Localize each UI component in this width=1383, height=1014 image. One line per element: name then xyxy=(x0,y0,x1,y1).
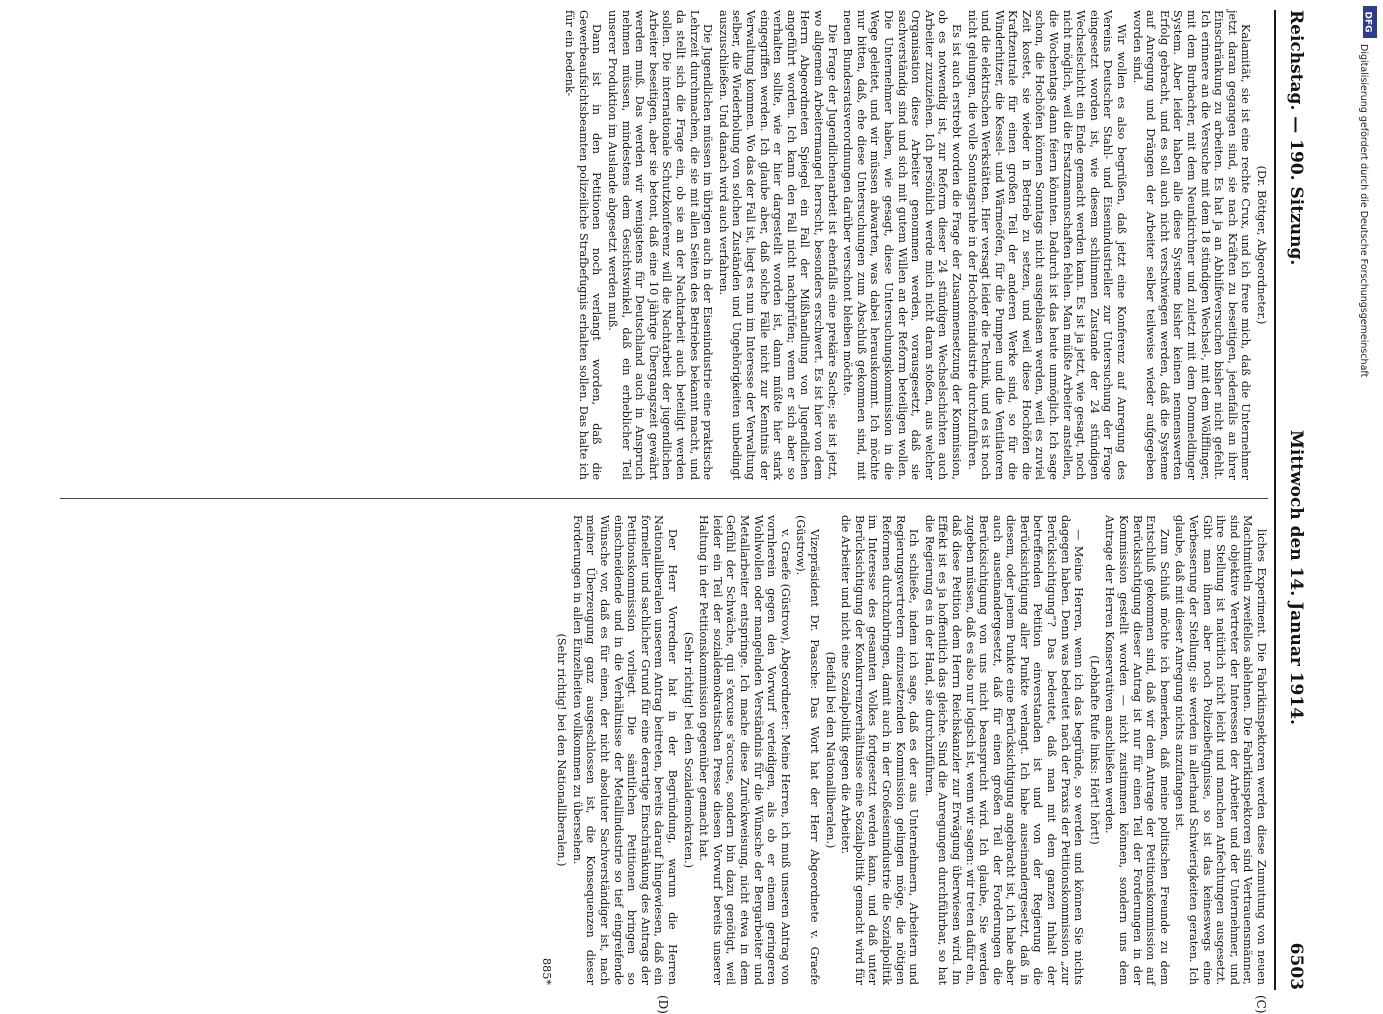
interjection: (Sehr richtig! bei den Nationalliberalen.) xyxy=(555,633,569,867)
header-date: Mittwoch den 14. Januar 1914. xyxy=(1286,430,1306,725)
left-text-column xyxy=(60,10,1268,480)
dfg-logo-text: DFG xyxy=(1362,11,1373,33)
paragraph: Ich schließe, indem ich sage, daß es der aus Unternehmern, Arbeitern und Regierungsvertretern einzusetzenden Kommission gelingen möge, die nötigen Reformen durchzubringen, damit auch in der Großeisenindustrie die Sozialpolitik im Interesse des gesamten Volkes fortgesetzt werden kann, und daß unter Berücksichtigung der Konkurrenzverhältnisse eine Sozialpolitik gemacht wird für die Arbeiter und nicht eine Sozialpolitik gegen die Arbeiter. xyxy=(839,515,921,985)
paragraph: Die Frage der Jugendlichenarbeit ist ebenfalls eine prekäre Sache; sie ist jetzt, wo allgemein Arbeitermangel herrscht, besonders erschwert. Es ist hier von dem Herrn Abgeordneten Spiegel ein Fall der Mißhandlung von Jugendlichen angeführt worden. Ich kann den Fall nicht nachprüfen; wenn er sich aber so verhalten sollte, wie er hier dargestellt worden ist, dann müßte hier stark eingegriffen werden. Ich glaube aber, daß solche Fälle nicht zur Kenntnis der Verwaltung kommen. Wo das der Fall ist, liegt es nun im Interesse der Verwaltung selber, die Wiederholung von solchen Zuständen und Ungehörigkeiten unbedingt auszuschließen. Und danach wird auch verfahren. xyxy=(716,10,839,480)
header-rule xyxy=(1274,10,1276,990)
column-divider xyxy=(60,498,1268,499)
header-session: Reichstag. — 190. Sitzung. xyxy=(1286,10,1306,266)
paragraph: Der Herr Vorredner hat in der Begründung, warum die Herren Nationalliberalen unserem Antrag beitreten, bereits darauf hingewiesen, daß ein formeller und sachlicher Grund für eine derartige Einschränkung des Antrags der Petitionskommission vorliegt. Die sämtlichen Petitionen bringen so einschneidende und in die Verhältnisse der Metallindustrie so tief eingreifende Wünsche vor, daß es für einen, der nicht absoluter Sachverständiger ist, nach meiner Überzeugung ganz ausgeschlossen ist, die Konsequenzen dieser Forderungen in allen Einzelheiten vollkommen zu übersehen. xyxy=(570,515,680,985)
paragraph: Die Jugendlichen müssen im übrigen auch in der Eisenindustrie eine praktische Lehrzeit durchmachen, die sie mit allen Seiten des Betriebes bekannt macht, und da stellt sich die Frage ein, ob sie an der Nachtarbeit auch beteiligt werden sollen. Die internationale Schutzkonferenz will die Nachtarbeit der jugendlichen Arbeiter beseitigen, aber sie betont, daß eine 10 jährige Übergangszeit gewährt werden muß. Das werden wir wenigstens für Deutschland auch in Anspruch nehmen müssen, mindestens dem Gesichtswinkel, daß ein erheblicher Teil unserer Produktion im Auslande abgesetzt werden muß. xyxy=(606,10,715,480)
margin-marker-c: (C) xyxy=(1254,995,1268,1014)
paragraph: Vizepräsident Dr. Paasche: Das Wort hat der Herr Abgeordnete v. Graefe (Güstrow). xyxy=(794,515,821,985)
dfg-logo xyxy=(1363,6,1377,38)
paragraph: Kalamität, sie ist eine rechte Crux, und ich freue mich, daß die Unternehmer jetzt daran gegangen sind, sie nach Kräften zu beseitigen, jedenfalls an ihrer Einschränkung zu arbeiten. Es hat ja an Abhilfeversuchen bisher nicht gefehlt. Ich erinnere an die Versuche mit dem 18 stündigen Wechsel-, mit dem Wölfflinger, mit dem Burbacher, mit dem Neunkirchner und zuletzt mit dem Dommeldinger System. Aber leider haben alle diese Systeme bisher keinen nennenswerten Erfolg gebracht, und es soll auch nicht verschwiegen werden, daß die Systeme auf Anregung und Drängen der Arbeiter selber teilweise wieder aufgegeben worden sind. xyxy=(1130,10,1253,480)
paragraph: Dann ist in den Petitionen noch verlangt worden, daß die Gewerbeaufsichtsbeamten polizeiliche Strafbefugnis erhalten sollen. Das halte ich für ein bedenk- xyxy=(563,10,604,480)
interjection: (Sehr richtig! bei den Sozialdemokraten.) xyxy=(681,631,695,869)
page-number: 6503 xyxy=(1286,942,1306,990)
paragraph: — Meine Herren, wenn ich das begründe, so werden und können Sie nichts dagegen haben. Denn was bedeutet nach der Praxis der Petitionskommission „zur Berücksichtigung“? Das bedeutet, daß man mit dem ganzen Inhalt der betreffenden Petition einverstanden ist und von der Regierung die Berücksichtigung aller Punkte verlangt. Ich habe auseinandergesetzt, daß in diesem, oder jenem Punkte eine Berücksichtigung angebracht ist, ich habe aber auch auseinandergesetzt, daß für einen großen Teil der Forderungen die Berücksichtigung von uns nicht beansprucht wird. Ich glaube, Sie werden zugeben müssen, daß es also nur logisch ist, wenn wir sagen: wir treten dafür ein, daß diese Petition dem Herrn Reichskanzler zur Erwägung überwiesen wird. Im Effekt ist es ja hoffentlich das gleiche. Sind die Anregungen durchführbar, so hat die Regierung es in der Hand, sie durchzuführen. xyxy=(922,515,1086,985)
interjection: (Beifall bei den Nationalliberalen.) xyxy=(823,651,837,849)
signature-mark: 885* xyxy=(539,958,553,985)
paragraph: Wir wollen es also begrüßen, daß jetzt eine Konferenz auf Anregung des Vereins Deutscher Stahl- und Eisenindustrieller zur Untersuchung der Frage eingesetzt worden ist, wie diesem schlimmen Zustande der 24 stündigen Wechselschicht ein Ende gemacht werden kann. Es ist ja jetzt, wie gesagt, noch nicht möglich, weil die Ersatzmannschaften fehlen. Man müßte Arbeiter anstellen, die Wochentags dann feiern könnten. Dadurch ist das heute unmöglich. Ich sage schon, die Hochöfen können Sonntags nicht ausgeblasen werden, weil es zuviel Zeit kostet, sie wieder in Betrieb zu setzen, und weil diese Hochöfen die Kraftzentrale für einen großen Teil der anderen Werke sind, so für die Winderhitzer, die Kessel- und Wärmeöfen, für die Pumpen und die Ventilatoren und die elektrischen Werkstätten. Hier versagt leider die Technik, und es ist noch nicht gelungen, die volle Sonntagsruhe in der Hochofenindustrie durchzuführen. xyxy=(965,10,1129,480)
paragraph: Es ist auch erstrebt worden die Frage der Zusammensetzung der Kommission, ob es notwendig ist, zur Reform dieser 24 stündigen Wechselschichten auch Arbeiter zuzuziehen. Ich persönlich werde mich nicht daran stoßen, aus welcher Organisation diese Arbeiter genommen werden, vorausgesetzt, daß sie sachverständig sind und sich mit gutem Willen an der Reform beteiligen wollen. Die Unternehmer haben, wie gesagt, diese Untersuchungskommission in die Wege geleitet, und wir müssen abwarten, was dabei herauskommt. Ich möchte nur bitten, daß, ehe diese Untersuchungen zum Abschluß gekommen sind, mit neuen Bundesratsverordnungen darüber verschont bleiben möchte. xyxy=(841,10,963,480)
paragraph: v. Graefe (Güstrow), Abgeordneter: Meine Herren, ich muß unseren Antrag von vornherein gegen den Vorwurf verteidigen, als ob er einem geringeren Wohlwollen oder mangelnden Verständnis für die Wünsche der Bergarbeiter und Metallarbeiter entspringe. Ich mache diese Zurückweisung, nicht etwa in dem Gefühl der Schwäche, qui s'excuse s'accuse, sondern bin dazu genötigt, weil leider ein Teil der sozialdemokratischen Presse diesen Vorwurf bereits unserer Haltung in der Petitionskommission gegenüber gemacht hat. xyxy=(697,515,792,985)
paragraph: Zum Schluß möchte ich bemerken, daß meine politischen Freunde zu dem Entschluß gekommen sind, daß wir dem Antrage der Petitionskommission auf Berücksichtigung dieser Antrag ist nur für einen Teil der Forderungen in der Kommission gestellt worden — nicht zustimmen können, sondern uns dem Antrage der Herren Konservativen anschließen werden. xyxy=(1103,515,1171,985)
rotated-page-content xyxy=(60,10,1310,1014)
right-text-column xyxy=(60,515,1268,985)
speaker-line: (Dr. Böttger, Abgeordneter.) xyxy=(1255,165,1268,325)
paragraph: liches Experiment. Die Fabrikinspektoren werden diese Zumutung von neuen Machtmitteln zweifellos ablehnen. Die Fabrikinspektoren sind Vertrauensmänner, sind objektive Vertreter der Interessen der Arbeiter und der Unternehmer, und ihre Stellung ist natürlich nicht leicht und manchen Anfechtungen ausgesetzt. Gibt man ihnen aber noch Polizeibefugnisse, so ist das keineswegs eine Verbesserung der Stellung; sie werden in allerhand Schwierigkeiten geraten. Ich glaube, daß mit dieser Anregung nichts anzufangen ist. xyxy=(1173,515,1268,985)
page-header xyxy=(1276,10,1310,990)
interjection: (Lebhafte Rufe links: Hört! hört!) xyxy=(1087,655,1101,845)
margin-marker-d: (D) xyxy=(656,995,670,1014)
dfg-credit-text: Digitalisierung gefördert durch die Deutsche Forschungsgemeinschaft xyxy=(1358,44,1369,378)
dfg-credit-strip xyxy=(1356,0,1382,1000)
